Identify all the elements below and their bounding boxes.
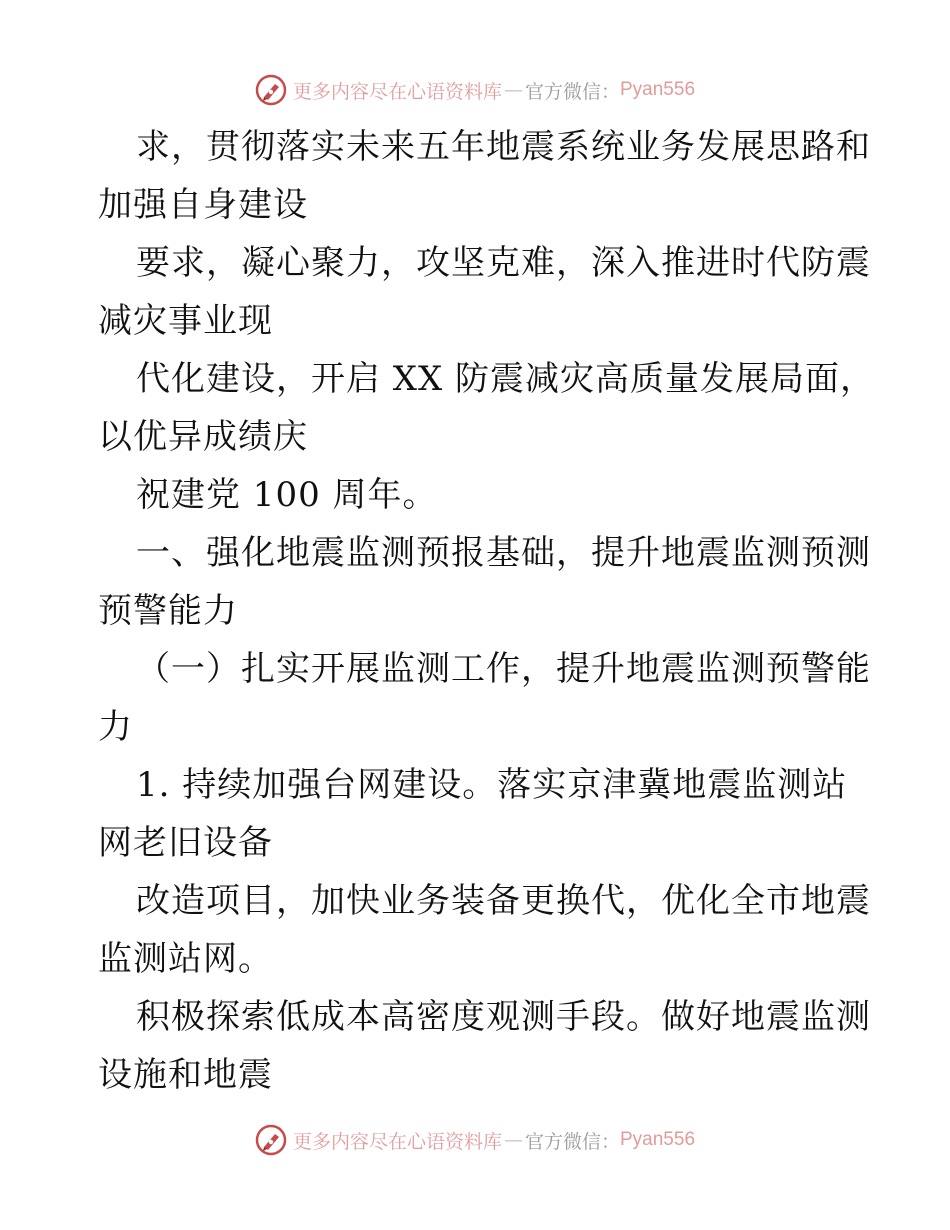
pen-logo-icon bbox=[255, 74, 287, 106]
watermark-main-text: 更多内容尽在心语资料库 bbox=[292, 80, 502, 103]
paragraph-line: 改造项目，加快业务装备更换代，优化全市地震 bbox=[136, 881, 871, 921]
paragraph bbox=[98, 466, 858, 524]
paragraph bbox=[98, 350, 876, 466]
paragraph-line: 以优异成绩庆 bbox=[98, 417, 308, 457]
paragraph bbox=[98, 234, 871, 350]
paragraph bbox=[98, 524, 871, 640]
watermark-main-text: 更多内容尽在心语资料库 bbox=[292, 1130, 502, 1153]
paragraph-line: 积极探索低成本高密度观测手段。做好地震监测 bbox=[136, 997, 871, 1037]
paragraph-line: 代化建设，开启 XX 防震减灾高质量发展局面， bbox=[136, 359, 876, 399]
paragraph bbox=[98, 756, 858, 872]
paragraph bbox=[98, 872, 871, 988]
watermark-id: Pyan556 bbox=[620, 79, 696, 100]
paragraph-line: 监测站网。 bbox=[98, 939, 273, 979]
paragraph bbox=[98, 640, 871, 756]
document-body bbox=[98, 118, 876, 1104]
paragraph-line: 求，贯彻落实未来五年地震系统业务发展思路和 bbox=[136, 127, 871, 167]
paragraph-line: 网老旧设备 bbox=[98, 823, 273, 863]
paragraph bbox=[98, 118, 871, 234]
header-watermark bbox=[0, 70, 950, 110]
paragraph-line: 一、强化地震监测预报基础，提升地震监测预测 bbox=[136, 533, 871, 573]
pen-logo-icon bbox=[255, 1124, 287, 1156]
watermark-id: Pyan556 bbox=[620, 1129, 696, 1150]
watermark-label: 官方微信： bbox=[524, 80, 620, 103]
footer-watermark bbox=[0, 1120, 950, 1160]
paragraph-line: 力 bbox=[98, 707, 133, 747]
paragraph-line: 1. 持续加强台网建设。落实京津冀地震监测站 bbox=[136, 765, 848, 805]
watermark-label: 官方微信： bbox=[524, 1130, 620, 1153]
paragraph-line: 要求，凝心聚力，攻坚克难，深入推进时代防震 bbox=[136, 243, 871, 283]
paragraph-line: 加强自身建设 bbox=[98, 185, 308, 225]
paragraph-line: 祝建党 100 周年。 bbox=[136, 475, 438, 515]
watermark-dash: — bbox=[503, 1129, 523, 1151]
paragraph-line: （一）扎实开展监测工作，提升地震监测预警能 bbox=[136, 649, 871, 689]
watermark-dash: — bbox=[503, 79, 523, 101]
paragraph bbox=[98, 988, 871, 1104]
paragraph-line: 预警能力 bbox=[98, 591, 238, 631]
paragraph-line: 设施和地震 bbox=[98, 1055, 273, 1095]
paragraph-line: 减灾事业现 bbox=[98, 301, 273, 341]
